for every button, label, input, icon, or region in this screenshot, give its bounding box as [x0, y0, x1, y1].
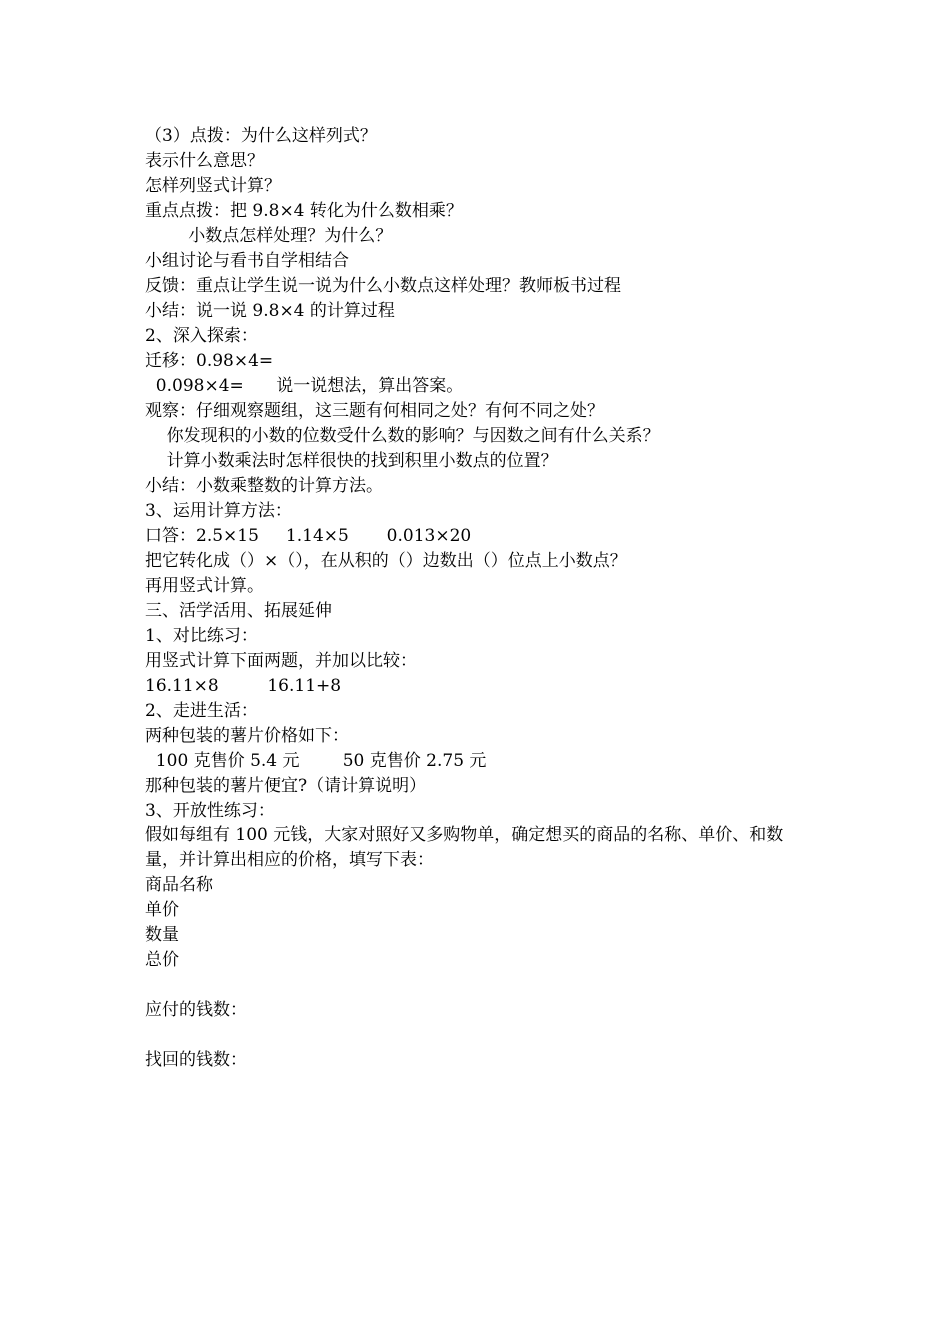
section-heading: 三、活学活用、拓展延伸: [145, 601, 332, 621]
table-label-name: 商品名称: [145, 875, 213, 895]
text-line: 你发现积的小数的位数受什么数的影响？与因数之间有什么关系？: [145, 426, 660, 446]
text-line: 16.11×8 16.11+8: [145, 676, 342, 696]
amount-due-label: 应付的钱数：: [145, 1000, 247, 1020]
section-heading: 1、对比练习：: [145, 626, 258, 646]
text-line: 把它转化成（）×（），在从积的（）边数出（）位点上小数点？: [145, 551, 627, 571]
table-label-total: 总价: [145, 950, 179, 970]
text-line: 0.098×4= 说一说想法，算出答案。: [145, 376, 464, 396]
text-line: 口答：2.5×15 1.14×5 0.013×20: [145, 526, 472, 546]
text-line: 小结：说一说 9.8×4 的计算过程: [145, 301, 395, 321]
section-heading: 2、走进生活：: [145, 701, 258, 721]
text-line: 怎样列竖式计算？: [145, 176, 281, 196]
text-line: 两种包装的薯片价格如下：: [145, 726, 349, 746]
text-line: 用竖式计算下面两题，并加以比较：: [145, 651, 417, 671]
section-heading: 3、运用计算方法：: [145, 501, 292, 521]
text-line: 计算小数乘法时怎样很快的找到积里小数点的位置？: [145, 451, 558, 471]
table-label-quantity: 数量: [145, 925, 179, 945]
text-line: 迁移：0.98×4=: [145, 351, 274, 371]
text-line: 再用竖式计算。: [145, 576, 264, 596]
change-label: 找回的钱数：: [145, 1050, 247, 1070]
text-line: 观察：仔细观察题组，这三题有何相同之处？有何不同之处？: [145, 401, 604, 421]
text-line: 表示什么意思？: [145, 151, 264, 171]
table-label-unit-price: 单价: [145, 900, 179, 920]
section-heading: 3、开放性练习：: [145, 801, 275, 821]
text-line: 小数点怎样处理？为什么？: [145, 226, 393, 246]
text-line: 重点点拨：把 9.8×4 转化为什么数相乘？: [145, 201, 463, 221]
text-line: 100 克售价 5.4 元 50 克售价 2.75 元: [145, 751, 487, 771]
text-line: 小组讨论与看书自学相结合: [145, 251, 349, 271]
paragraph: 假如每组有 100 元钱，大家对照好又多购物单，确定想买的商品的名称、单价、和数量，并计算出相应的价格，填写下表：: [145, 825, 784, 870]
text-line: 那种包装的薯片便宜?（请计算说明）: [145, 776, 427, 796]
text-line: 反馈：重点让学生说一说为什么小数点这样处理？教师板书过程: [145, 276, 621, 296]
text-line-point-3: （3）点拨：为什么这样列式？: [145, 126, 377, 146]
text-line: 小结：小数乘整数的计算方法。: [145, 476, 383, 496]
section-heading: 2、深入探索：: [145, 326, 258, 346]
